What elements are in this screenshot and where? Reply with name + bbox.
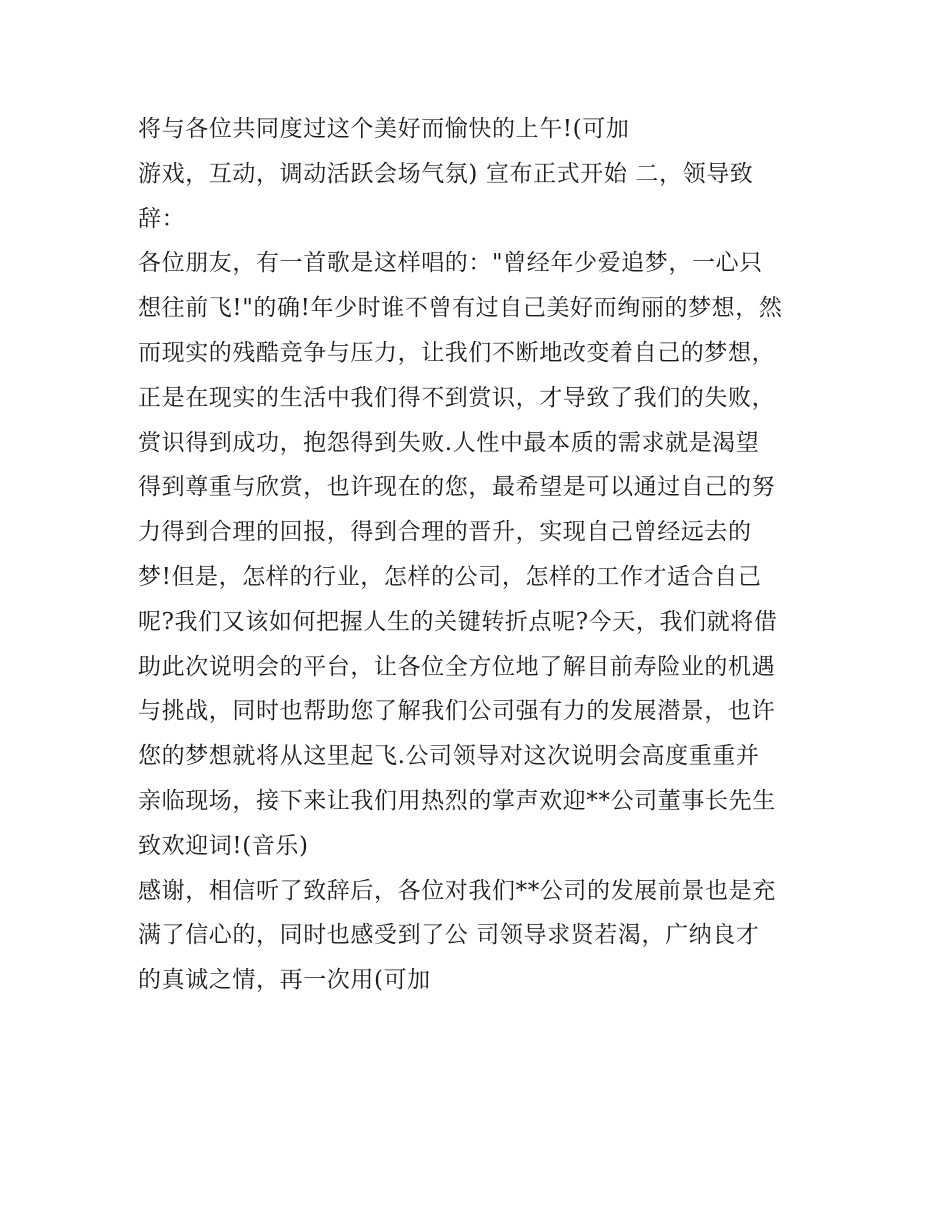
text-line: 得到尊重与欣赏，也许现在的您，最希望是可以通过自己的努 (138, 474, 776, 501)
text-line: 满了信心的，同时也感受到了公 司领导求贤若渴，广纳良才 (138, 922, 760, 949)
text-line: 亲临现场，接下来让我们用热烈的掌声欢迎**公司董事长先生 (138, 787, 776, 814)
text-line: 的真诚之情，再一次用(可加 (138, 967, 431, 994)
text-line: 助此次说明会的平台，让各位全方位地了解目前寿险业的机遇 (138, 653, 776, 680)
text-line: 您的梦想就将从这里起飞.公司领导对这次说明会高度重重并 (138, 743, 760, 770)
text-line: 游戏，互动，调动活跃会场气氛) 宣布正式开始 二，领导致 (138, 160, 754, 187)
text-line: 将与各位共同度过这个美好而愉快的上午!(可加 (138, 116, 630, 142)
text-line: 赏识得到成功，抱怨得到失败.人性中最本质的需求就是渴望 (138, 429, 760, 456)
text-line: 力得到合理的回报，得到合理的晋升，实现自己曾经远去的 (138, 519, 752, 546)
text-line: 想往前飞!"的确!年少时谁不曾有过自己美好而绚丽的梦想，然 (138, 295, 783, 322)
text-line: 呢?我们又该如何把握人生的关键转折点呢?今天，我们就将借 (138, 608, 778, 635)
text-line: 致欢迎词!(音乐) (138, 832, 309, 859)
body-text (138, 107, 838, 1003)
text-line: 各位朋友，有一首歌是这样唱的："曾经年少爱追梦，一心只 (138, 250, 763, 277)
text-line: 而现实的残酷竞争与压力，让我们不断地改变着自己的梦想， (138, 339, 776, 366)
text-line: 正是在现实的生活中我们得不到赏识，才导致了我们的失败， (138, 384, 776, 411)
text-line: 与挑战，同时也帮助您了解我们公司强有力的发展潜景，也许 (138, 698, 776, 725)
text-line: 梦!但是，怎样的行业，怎样的公司，怎样的工作才适合自己 (138, 563, 762, 590)
text-line: 感谢，相信听了致辞后，各位对我们**公司的发展前景也是充 (138, 877, 776, 904)
text-line: 辞： (138, 205, 186, 232)
